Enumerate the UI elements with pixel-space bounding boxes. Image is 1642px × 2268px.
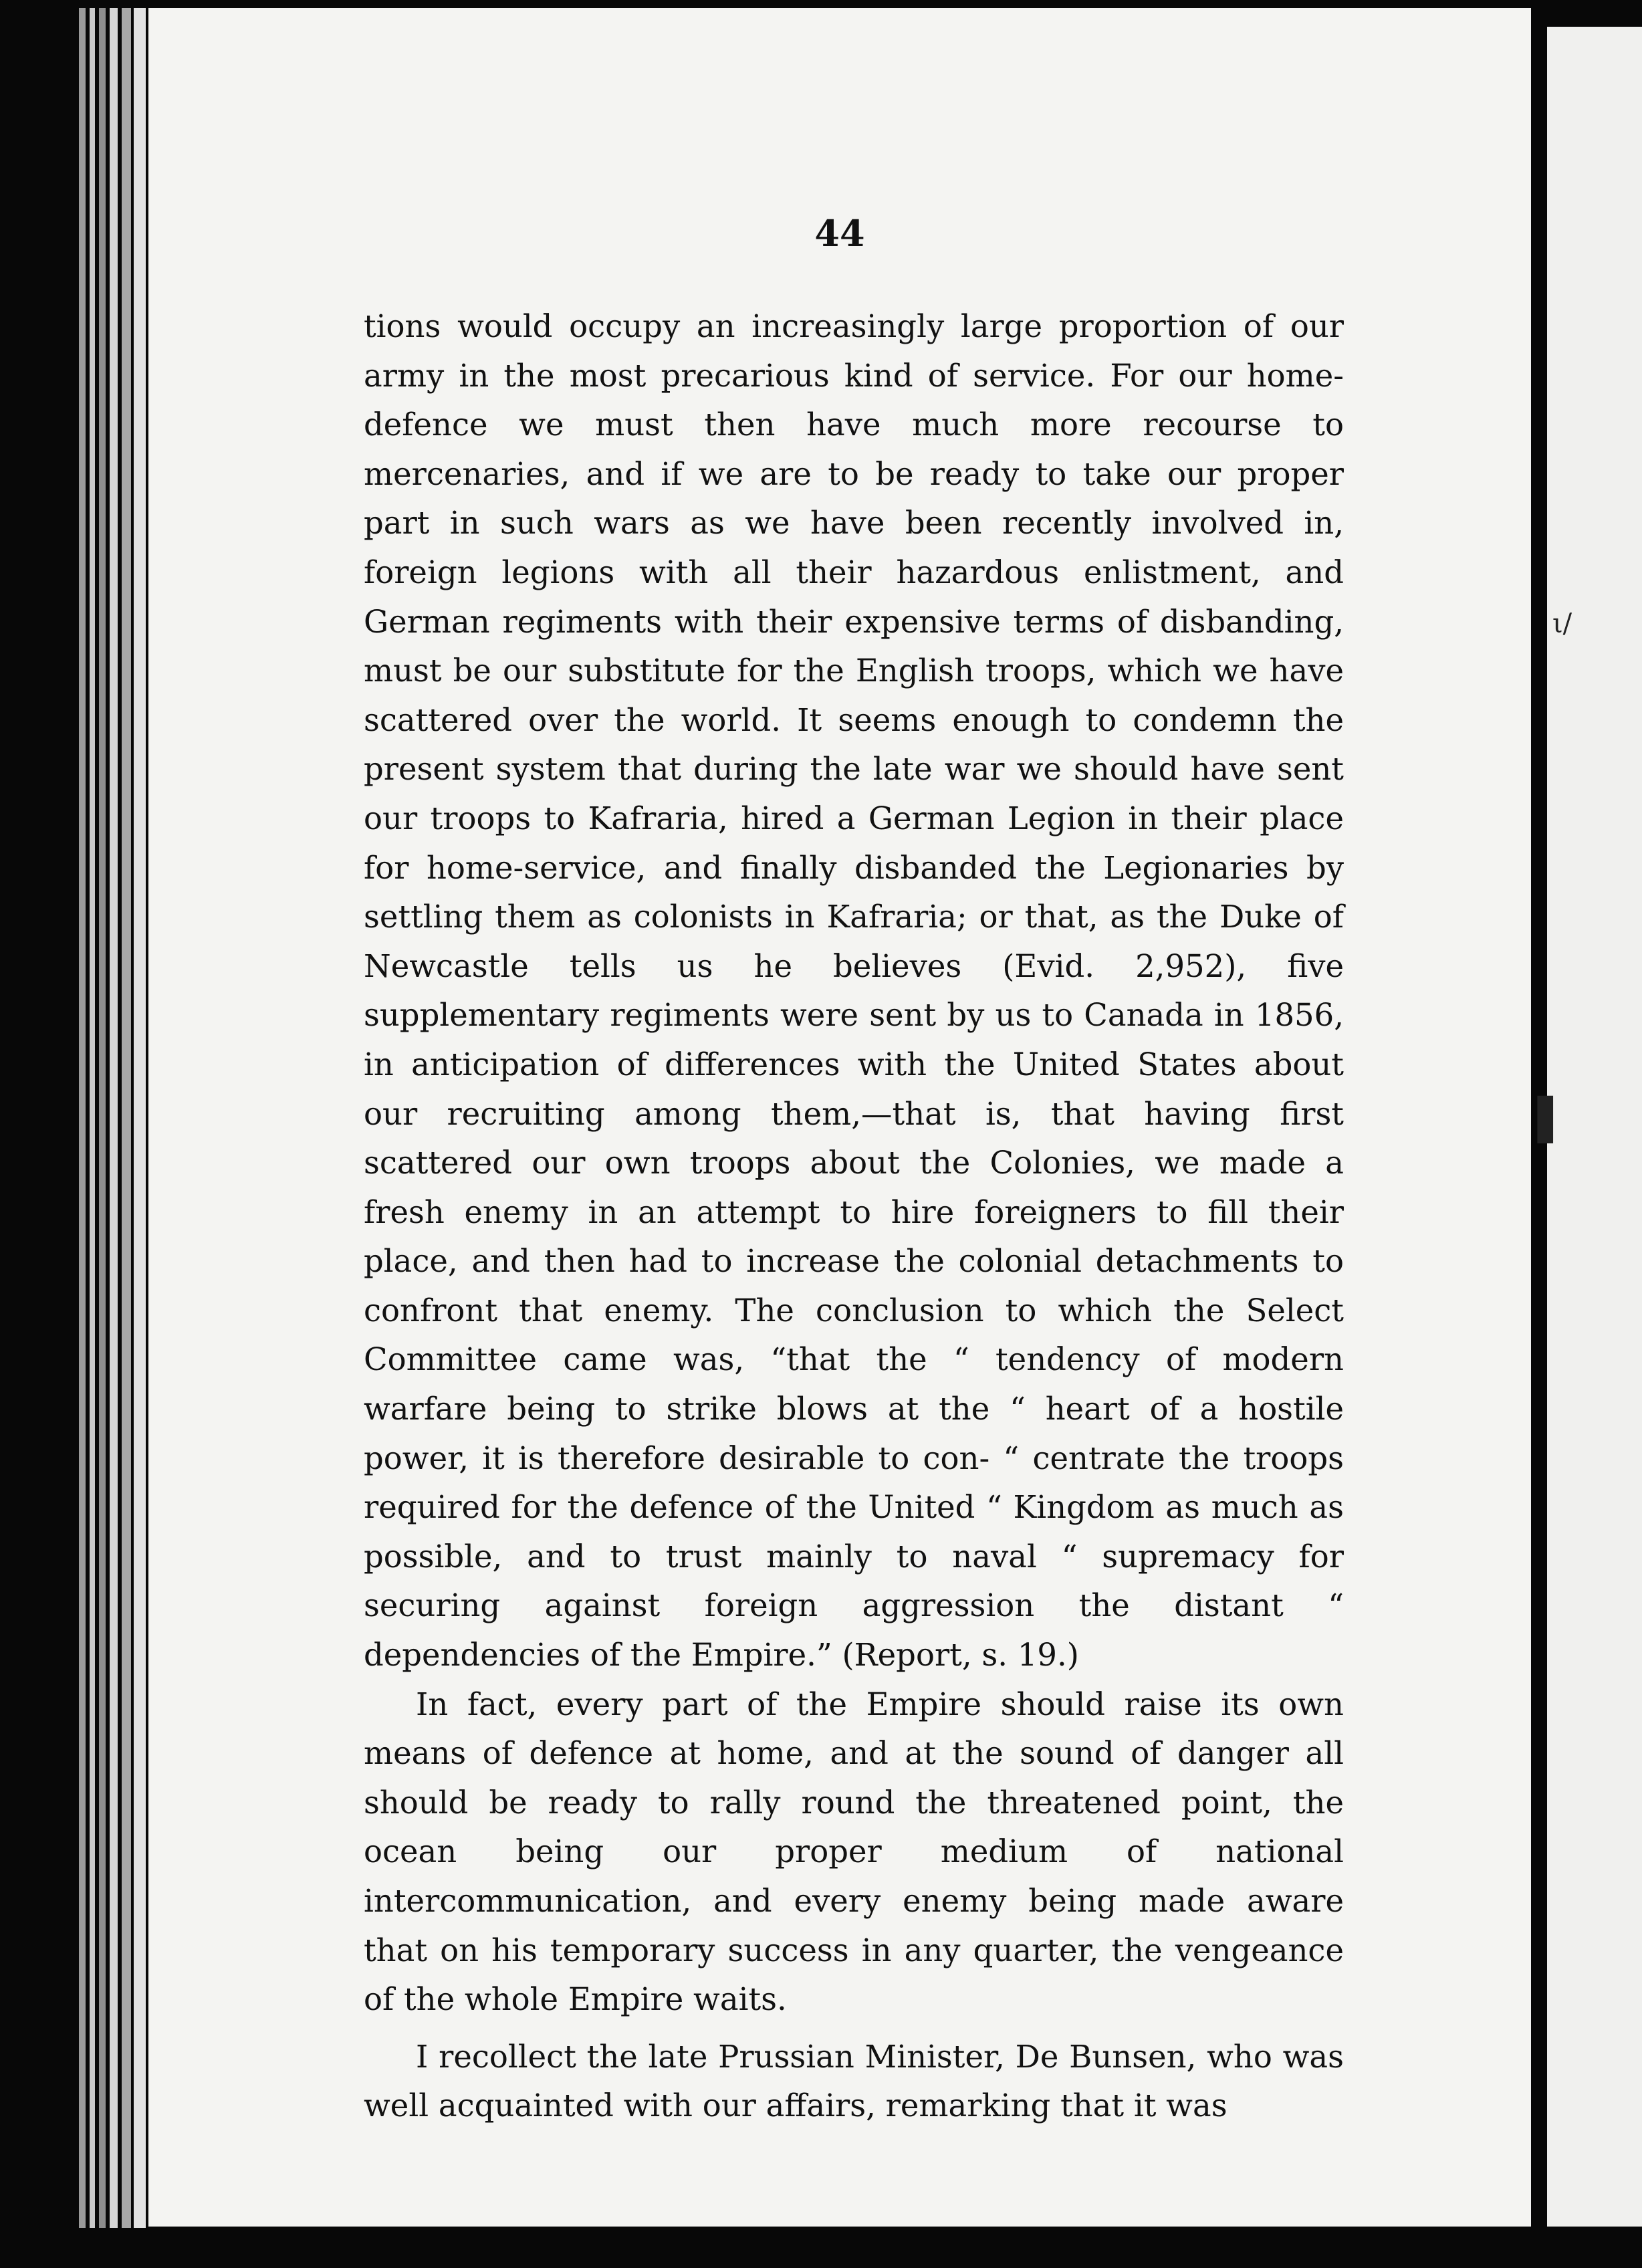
page-number: 44 <box>814 212 865 255</box>
page-edge <box>122 8 131 2228</box>
page-edge <box>90 8 95 2228</box>
show-through-mark: ι/ <box>1552 608 1572 639</box>
body-text <box>364 302 1344 2131</box>
page-edge <box>110 8 118 2228</box>
paragraph: In fact, every part of the Empire should raise its own means of defence at home, and at the sound of danger all should be ready to rally round the threatened point, the ocean being our proper medium of national intercommunication, and every enemy being made aware that on his temporary success in any quarter, the vengeance of the whole Empire waits. <box>364 1686 1344 2018</box>
paragraph: I recollect the late Prussian Minister, De Bunsen, who was well acquainted with our affairs, remarking that it was <box>364 2038 1344 2124</box>
page-edge <box>134 8 146 2228</box>
page-edge <box>99 8 106 2228</box>
book-page <box>148 8 1531 2227</box>
show-through-mark: ▌ <box>1538 1097 1569 1143</box>
paragraph: tions would occupy an increasingly large proportion of our army in the most precarious kind of service. For our home-defence we must then have much more recourse to mercenaries, and if we are to be ready to take our proper part in such wars as we have been recently involved in, foreign legions with all their hazardous enlistment, and German regiments with their expensive terms of disbanding, must be our substitute for the English troops, which we have scattered over the world. It seems enough to condemn the present system that during the late war we should have sent our troops to Kafraria, hired a German Legion in their place for home-service, and finally disbanded the Legionaries by settling them as colonists in Kafraria; or that, as the Duke of Newcastle tells us he believes (Evid. 2,952), five supplementary regiments were sent by us to Canada in 1856, in anticipation of differences with the United States about our recruiting among them,—that is, that having first scattered our own troops about the Colonies, we made a fresh enemy in an attempt to hire foreigners to fill their place, and then had to increase the colonial detachments to confront that enemy. The conclusion to which the Select Committee came was, “that the “ tendency of modern warfare being to strike blows at the “ heart of a hostile power, it is therefore desirable to con- “ centrate the troops required for the defence of the United “ Kingdom as much as possible, and to trust mainly to naval “ supremacy for securing against foreign aggression the distant “ dependencies of the Empire.” (Report, s. 19.) <box>364 308 1344 1674</box>
facing-page-edge <box>1538 27 1642 2227</box>
page-edge <box>79 8 86 2228</box>
